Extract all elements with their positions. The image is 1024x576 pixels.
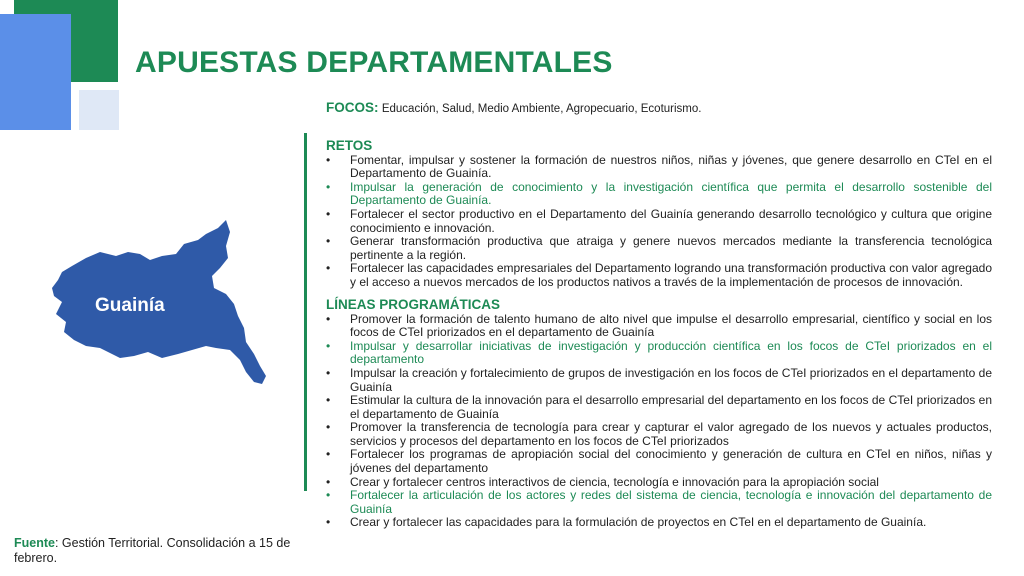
retos-list xyxy=(326,154,992,290)
bullet-icon: • xyxy=(326,365,331,380)
bullet-icon: • xyxy=(326,488,331,503)
list-item-text: Fomentar, impulsar y sostener la formación de nuestros niños, niñas y jóvenes, que genere desarrollo en CTeI en el Departamento de Guainía. xyxy=(350,152,992,181)
list-item xyxy=(326,208,992,235)
list-item xyxy=(326,394,992,421)
list-item xyxy=(326,154,992,181)
list-item xyxy=(326,181,992,208)
source-note xyxy=(14,536,294,566)
content-panel xyxy=(326,101,992,530)
list-item-text: Fortalecer la articulación de los actores y redes del sistema de ciencia, tecnología e innovación del departamento de Guainía xyxy=(350,488,992,516)
divider-line xyxy=(304,133,307,491)
bullet-icon: • xyxy=(326,393,331,408)
list-item-text: Impulsar la creación y fortalecimiento de grupos de investigación en los focos de CTeI priorizados en el departamento de Guainía xyxy=(350,365,992,394)
source-label: Fuente xyxy=(14,536,55,550)
list-item-text: Fortalecer el sector productivo en el Departamento del Guainía generando desarrollo tecnológico y cultura que origine conocimiento e innovación. xyxy=(350,206,992,235)
list-item xyxy=(326,489,992,516)
focos-line xyxy=(326,101,992,117)
list-item xyxy=(326,421,992,448)
bullet-icon: • xyxy=(326,420,331,435)
list-item xyxy=(326,340,992,367)
bullet-icon: • xyxy=(326,311,331,326)
bullet-icon: • xyxy=(326,515,331,530)
list-item-text: Promover la formación de talento humano de alto nivel que impulse el desarrollo empresarial, científico y social en los focos de CTeI priorizados en el departamento de Guainía xyxy=(350,311,992,340)
list-item xyxy=(326,448,992,475)
list-item-text: Promover la transferencia de tecnología para crear y capturar el valor agregado de los nuevos y actuales productos, servicios y procesos del departamento en los focos de CTeI priorizados xyxy=(350,420,992,448)
bullet-icon: • xyxy=(326,338,331,353)
list-item-text: Crear y fortalecer centros interactivos de ciencia, tecnología e innovación para la apropiación social xyxy=(350,474,879,489)
bullet-icon: • xyxy=(326,261,331,276)
decor-light-square xyxy=(79,90,119,130)
focos-text: Educación, Salud, Medio Ambiente, Agropecuario, Ecoturismo. xyxy=(381,103,702,115)
list-item-text: Fortalecer las capacidades empresariales del Departamento logrando una transformación productiva con valor agregado y el acceso a nuevos mercados de los productos nativos a través de la implementación de procesos de innovación. xyxy=(350,261,992,289)
list-item xyxy=(326,262,992,289)
bullet-icon: • xyxy=(326,474,331,489)
list-item xyxy=(326,476,992,490)
lineas-list xyxy=(326,313,992,531)
map-label: Guainía xyxy=(95,295,165,316)
list-item-text: Generar transformación productiva que atraiga y genere nuevos mercados mediante la transferencia tecnológica pertinente a la región. xyxy=(350,234,992,262)
list-item-text: Fortalecer los programas de apropiación social del conocimiento y generación de cultura en CTeI en niños, niñas y jóvenes del departamento xyxy=(350,447,992,476)
list-item-text: Crear y fortalecer las capacidades para la formulación de proyectos en CTeI en el departamento de Guainía. xyxy=(350,515,927,530)
list-item xyxy=(326,367,992,394)
focos-label: FOCOS: xyxy=(326,100,379,115)
source-text: : Gestión Territorial. Consolidación a 15 de febrero. xyxy=(14,536,291,565)
decor-blue-rectangle xyxy=(0,14,71,130)
list-item-text: Estimular la cultura de la innovación para el desarrollo empresarial del departamento en los focos de CTeI priorizados en el departamento de Guainía xyxy=(350,393,992,421)
lineas-heading: LÍNEAS PROGRAMÁTICAS xyxy=(326,296,501,312)
list-item-text: Impulsar la generación de conocimiento y la investigación científica que permita el desarrollo sostenible del Departamento de Guainía. xyxy=(350,179,992,208)
list-item xyxy=(326,516,992,530)
list-item xyxy=(326,235,992,262)
bullet-icon: • xyxy=(326,447,331,462)
bullet-icon: • xyxy=(326,179,331,194)
page-title: APUESTAS DEPARTAMENTALES xyxy=(135,46,613,79)
bullet-icon: • xyxy=(326,234,331,249)
bullet-icon: • xyxy=(326,206,331,221)
guainia-map xyxy=(50,218,272,388)
list-item xyxy=(326,313,992,340)
list-item-text: Impulsar y desarrollar iniciativas de investigación y producción científica en los focos de CTeI priorizados en el departamento xyxy=(350,338,992,367)
bullet-icon: • xyxy=(326,152,331,167)
retos-heading: RETOS xyxy=(326,137,373,153)
